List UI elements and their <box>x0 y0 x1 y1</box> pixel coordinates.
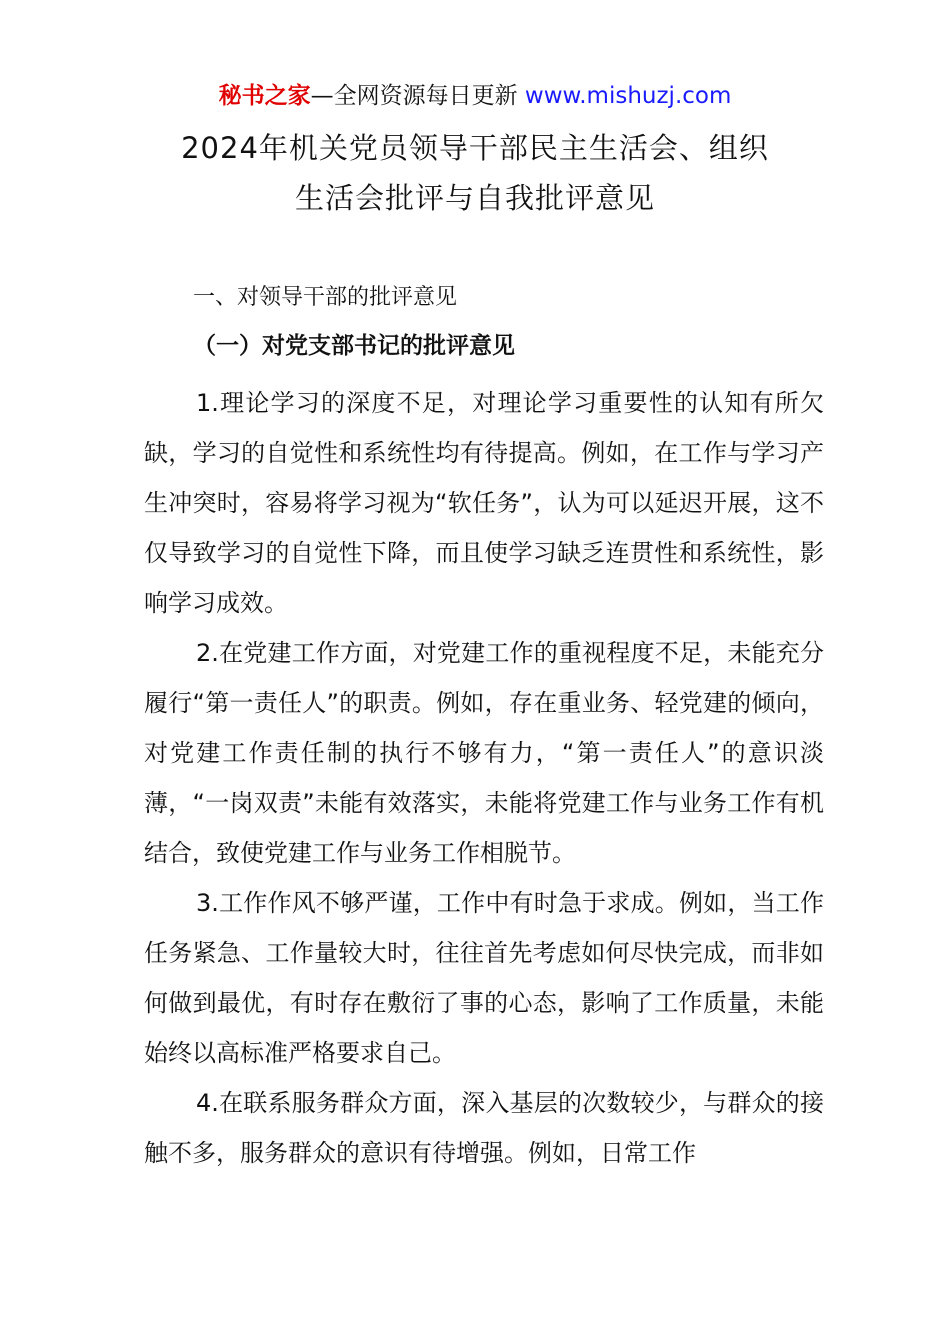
document-body <box>144 378 824 1178</box>
subsection-heading: （一）对党支部书记的批评意见 <box>193 333 515 359</box>
site-header <box>0 80 950 112</box>
document-title-line-1: 2024年机关党员领导干部民主生活会、组织 <box>181 131 769 165</box>
brand-name: 秘书之家 <box>218 83 311 109</box>
section-heading: 一、对领导干部的批评意见 <box>193 285 458 310</box>
paragraph-2: 2.在党建工作方面，对党建工作的重视程度不足，未能充分履行“第一责任人”的职责。例如，存在重业务、轻党建的倾向，对党建工作责任制的执行不够有力，“第一责任人”的意识淡薄，“一岗双责”未能有效落实，未能将党建工作与业务工作有机结合，致使党建工作与业务工作相脱节。 <box>144 639 824 867</box>
paragraph-4: 4.在联系服务群众方面，深入基层的次数较少，与群众的接触不多，服务群众的意识有待增强。例如，日常工作 <box>144 1089 824 1167</box>
site-url-link[interactable]: www.mishuzj.com <box>524 83 732 109</box>
paragraph-1: 1.理论学习的深度不足，对理论学习重要性的认知有所欠缺，学习的自觉性和系统性均有待提高。例如，在工作与学习产生冲突时，容易将学习视为“软任务”，认为可以延迟开展，这不仅导致学习的自觉性下降，而且使学习缺乏连贯性和系统性，影响学习成效。 <box>144 389 824 617</box>
document-title-line-2: 生活会批评与自我批评意见 <box>294 181 655 215</box>
paragraph-3: 3.工作作风不够严谨，工作中有时急于求成。例如，当工作任务紧急、工作量较大时，往往首先考虑如何尽快完成，而非如何做到最优，有时存在敷衍了事的心态，影响了工作质量，未能始终以高标准严格要求自己。 <box>144 889 824 1067</box>
header-tagline: —全网资源每日更新 <box>310 83 525 109</box>
